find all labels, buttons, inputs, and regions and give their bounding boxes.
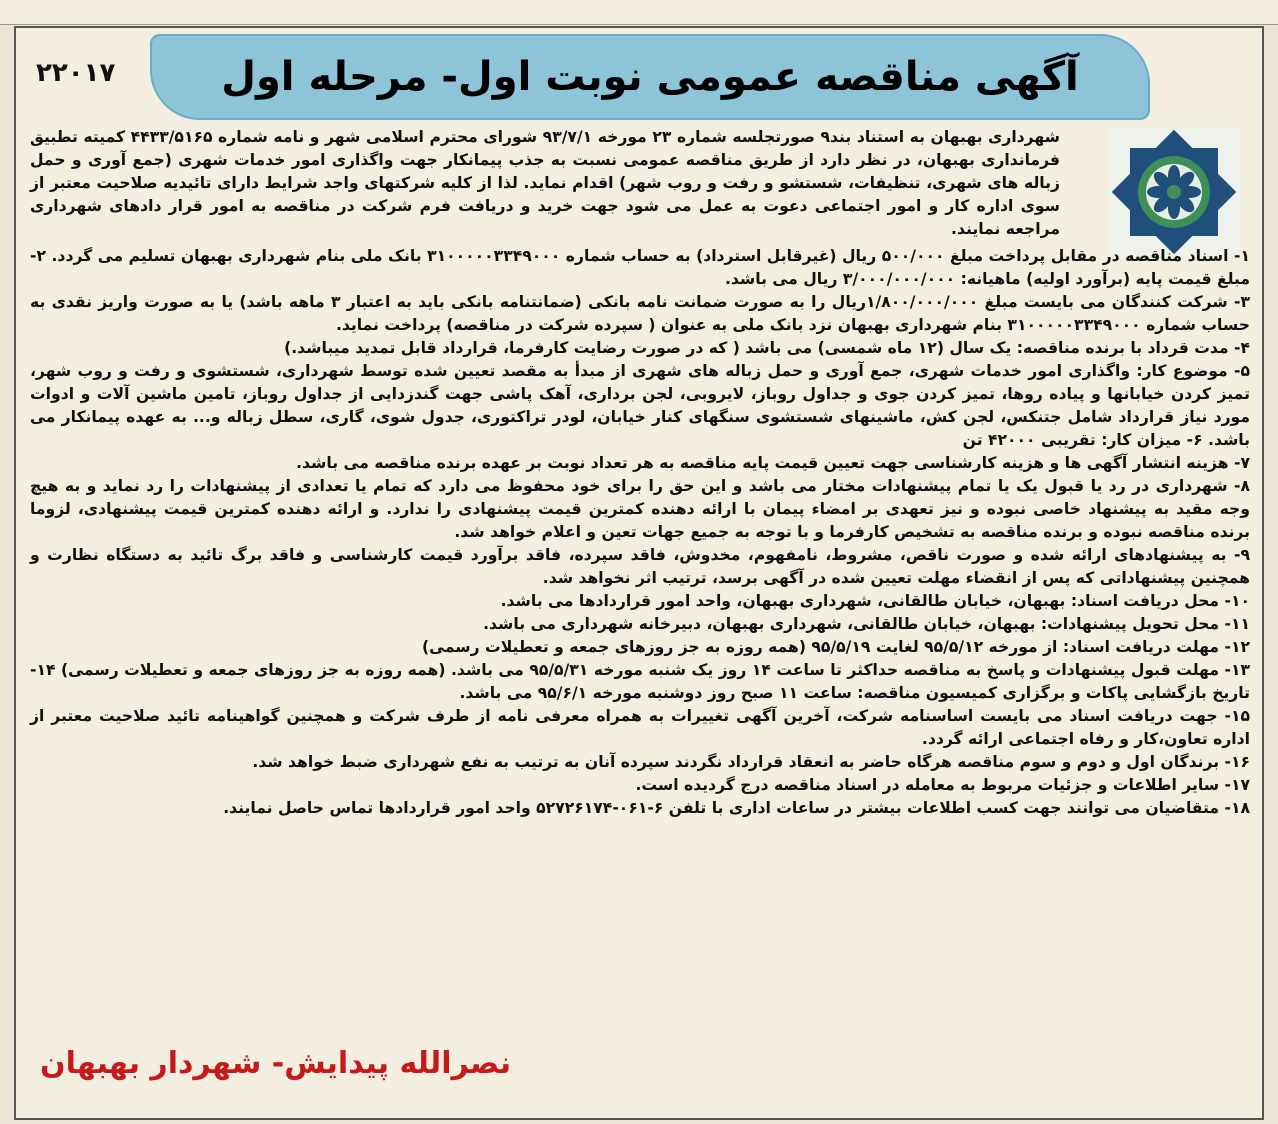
clause-item: ۳- شرکت کنندگان می بایست مبلغ ۱/۸۰۰/۰۰۰/۰۰۰ریال را به صورت ضمانت نامه بانکی (ضمانتنامه بانکی باید به اعتبار ۳ ماهه باشد) یا به صورت واریز نقدی به حساب شماره ۳۱۰۰۰۰۰۳۳۴۹۰۰۰ بنام شهرداری بهبهان نزد بانک ملی به عنوان ( سپرده شرکت در مناقصه) پرداخت نماید. [30,293,1250,334]
clause-item: ۷- هزینه انتشار آگهی ها و هزینه کارشناسی جهت تعیین قیمت پایه مناقصه به هر تعداد نوبت بر عهده برنده مناقصه می باشد. [296,454,1250,472]
ad-number: ۲۲۰۱۷ [36,58,116,88]
signature: نصرالله پیدایش- شهردار بهبهان [40,1046,511,1081]
intro-paragraph: شهرداری بهبهان به استناد بند۹ صورتجلسه شماره ۲۳ مورخه ۹۳/۷/۱ شورای محترم اسلامی شهر و نامه شماره ۴۴۳۳/۵۱۶۵ کمیته تطبیق فرمانداری بهبهان، در نظر دارد از طریق مناقصه عمومی نسبت به جذب پیمانکار جهت واگذاری امور خدمات شهری (جمع آوری و حمل زباله های شهری، تنظیفات، شستشو و رفت و روب شهر) اقدام نماید. لذا از کلیه شرکتهای واجد شرایط دارای تائیدیه صلاحیت معتبر از سوی اداره کار و امور اجتماعی دعوت به عمل می شود جهت خرید و دریافت فرم شرکت در مناقصه به امور قرار دادهای شهرداری مراجعه نمایند. [30,128,1060,238]
clause-item: ۵- موضوع کار: واگذاری امور خدمات شهری، جمع آوری و حمل زباله های شهری از مبدأ به مقصد تعیین شده توسط شهرداری، شستشوی و رفت و روب شهر، تمیز کردن خیابانها و پیاده روها، تمیز کردن جوی و جداول روباز، لایروبی، لجن برداری، آهک پاشی جهت گندزدایی از جداول روباز، تامین ماشین آلات و ادوات مورد نیاز قرارداد شامل جتنکس، لجن کش، ماشینهای شستشوی سنگهای کنار خیابان، لودر تراکتوری، جدول شوی، گاری، سطل زباله و... به عهده پیمانکار می باشد. ۶- میزان کار: تقریبی ۴۲۰۰۰ تن [30,362,1250,449]
clause-item: ۱۸- متقاضیان می توانند جهت کسب اطلاعات بیشتر در ساعات اداری با تلفن ۶-۰۶۱-۵۲۷۲۶۱۷۴ واحد امور قراردادها تماس حاصل نمایند. [223,799,1250,817]
clause-item: ۱۰- محل دریافت اسناد: بهبهان، خیابان طالقانی، شهرداری بهبهان، واحد امور قراردادها می باشد. [500,592,1250,610]
clause-item: ۱۵- جهت دریافت اسناد می بایست اساسنامه شرکت، آخرین آگهی تغییرات به همراه معرفی نامه از طرف شرکت و همچنین گواهینامه تائید صلاحیت معتبر از اداره تعاون،کار و رفاه اجتماعی ارائه گردد. [30,707,1250,748]
page-title: آگهی مناقصه عمومی نوبت اول- مرحله اول [221,54,1079,100]
clause-item: ۱۷- سایر اطلاعات و جزئیات مربوط به معامله در اسناد مناقصه درج گردیده است. [635,776,1250,794]
announcement-body [30,126,1250,820]
clause-item: ۸- شهرداری در رد یا قبول یک یا تمام پیشنهادات مختار می باشد و این حق را برای خود محفوظ می دارد که تمام یا تعدادی از پیشنهادات را رد نماید و به هیچ وجه مقید به پیشنهاد خاصی نبوده و نیز تعهدی بر امضاء پیمان با ارائه دهنده کمترین قیمت پیشنهادی را ندارد. و ارائه دهنده کمترین قیمت پیشنهادی، لزوما برنده مناقصه نبوده و برنده مناقصه به تشخیص کارفرما و با توجه به جمیع جهات تعین و اعلام خواهد شد. [30,477,1250,541]
clause-item: ۱۲- مهلت دریافت اسناد: از مورخه ۹۵/۵/۱۲ لغایت ۹۵/۵/۱۹ (همه روزه به جز روزهای جمعه و تعطیلات رسمی) [421,638,1250,656]
title-banner [150,34,1150,120]
clause-item: ۴- مدت قرداد با برنده مناقصه: یک سال (۱۲ ماه شمسی) می باشد ( که در صورت رضایت کارفرما، قرارداد قابل تمدید میباشد.) [284,339,1250,357]
page-top-strip [0,0,1278,25]
clause-item: ۹- به پیشنهادهای ارائه شده و صورت ناقص، مشروط، نامفهوم، مخدوش، فاقد سپرده، فاقد برآورد قیمت کارشناسی و فاقد برگ تائید به دستگاه نظارت و همچنین پیشنهاداتی که پس از انقضاء مهلت تعیین شده در آگهی برسد، ترتیب اثر نخواهد شد. [30,546,1250,587]
clause-item: ۱۶- برندگان اول و دوم و سوم مناقصه هرگاه حاضر به انعقاد قرارداد نگردند سپرده آنان به ترتیب به نفع شهرداری ضبط خواهد شد. [252,753,1250,771]
clause-item: ۱۳- مهلت قبول پیشنهادات و پاسخ به مناقصه حداکثر تا ساعت ۱۴ روز یک شنبه مورخه ۹۵/۵/۳۱ می باشد. (همه روزه به جز روزهای جمعه و تعطیلات رسمی) ۱۴- تاریخ بازگشایی پاکات و برگزاری کمیسیون مناقصه: ساعت ۱۱ صبح روز دوشنبه مورخه ۹۵/۶/۱ می باشد. [30,661,1251,702]
clause-item: ۱- اسناد مناقصه در مقابل پرداخت مبلغ ۵۰۰/۰۰۰ ریال (غیرقابل استرداد) به حساب شماره ۳۱۰۰۰۰۰۳۳۴۹۰۰۰ بانک ملی بنام شهرداری بهبهان تسلیم می گردد. ۲- مبلغ قیمت پایه (برآورد اولیه) ماهیانه: ۳/۰۰۰/۰۰۰/۰۰۰ ریال می باشد. [30,247,1250,288]
clause-item: ۱۱- محل تحویل پیشنهادات: بهبهان، خیابان طالقانی، شهرداری بهبهان، دبیرخانه شهرداری می باشد. [483,615,1250,633]
